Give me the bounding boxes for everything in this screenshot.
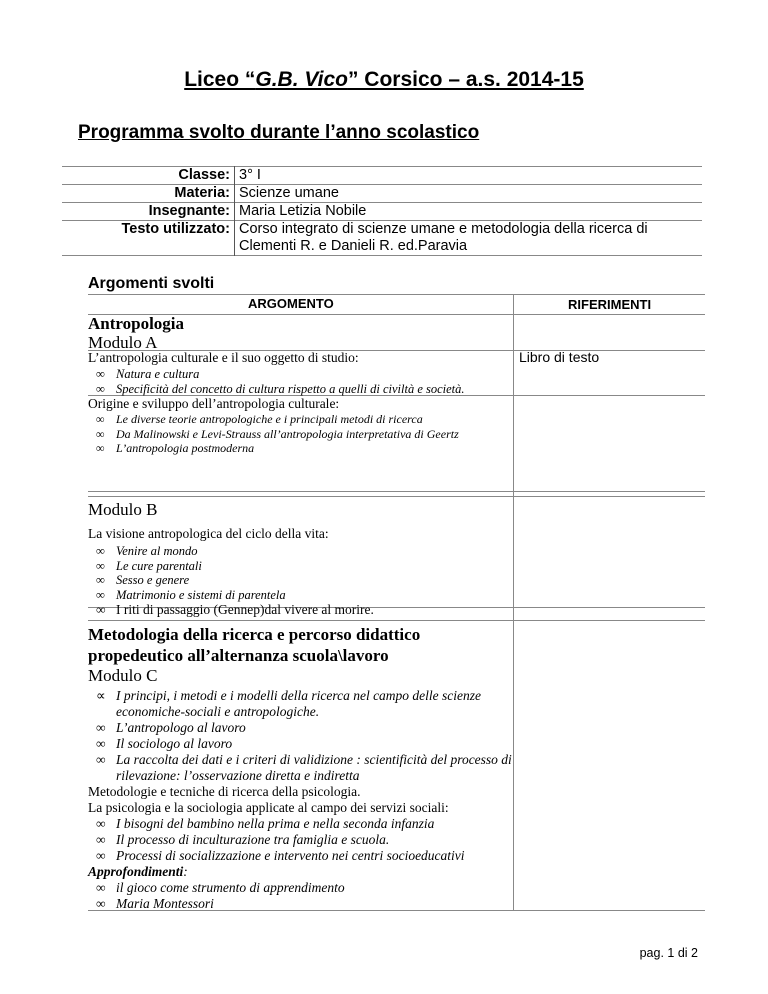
title-school-name: G.B. Vico — [255, 68, 348, 91]
reference-libro-di-testo: Libro di testo — [519, 349, 600, 365]
module-b-content — [88, 500, 508, 618]
list-item: ∞ La raccolta dei dati e i criteri di validizione : scientificità del processo di rilevazione: l’osservazione diretta e indiretta — [88, 752, 512, 784]
approfondimenti-label: Approfondimenti: — [88, 864, 188, 879]
list-item: ∞ Il processo di inculturazione tra famiglia e scuola. — [88, 832, 512, 848]
info-row-insegnante — [62, 203, 702, 221]
section-title: Antropologia — [88, 314, 185, 333]
module-c-list-2 — [88, 816, 512, 864]
info-row-classe — [62, 167, 702, 185]
list-item: ∝ I principi, i metodi e i modelli della ricerca nel campo delle scienze economiche-sociali e antropologiche. — [88, 688, 512, 720]
classe-value: 3° I — [239, 167, 261, 183]
classe-label: Classe: — [62, 167, 235, 185]
testo-value-line-2: Clementi R. e Danieli R. ed.Paravia — [239, 238, 468, 254]
module-c-list-3 — [88, 880, 512, 912]
info-row-testo — [62, 221, 702, 256]
module-b-list — [88, 544, 508, 618]
list-item: ∞ Maria Montessori — [88, 896, 512, 912]
document-subtitle: Programma svolto durante l’anno scolastico — [78, 122, 480, 143]
list-item: ∞ Le diverse teorie antropologiche e i principali metodi di ricerca — [88, 412, 508, 427]
list-item: ∞ L’antropologia postmoderna — [88, 441, 508, 456]
materia-value: Scienze umane — [239, 185, 339, 201]
list-item: ∞ Natura e cultura — [88, 367, 508, 382]
module-title: Modulo B — [88, 500, 158, 519]
list-item: ∞ Venire al mondo — [88, 544, 508, 559]
materia-label: Materia: — [62, 185, 235, 203]
module-c-line-2: La psicologia e la sociologia applicate al campo dei servizi sociali: — [88, 800, 449, 815]
title-suffix: ” Corsico – a.s. 2014-15 — [347, 68, 584, 91]
module-c-list-1 — [88, 688, 512, 784]
section-title-line-1: Metodologia della ricerca e percorso didattico — [88, 625, 421, 644]
column-divider — [513, 294, 514, 910]
row-line-3 — [88, 491, 705, 492]
section-metodologia — [88, 624, 512, 912]
insegnante-value: Maria Letizia Nobile — [239, 203, 367, 219]
section-title-line-2: propedeutico all’alternanza scuola\lavoro — [88, 646, 389, 665]
module-c-line-1: Metodologie e tecniche di ricerca della psicologia. — [88, 784, 361, 799]
module-a-intro: L’antropologia culturale e il suo oggetto di studio: — [88, 350, 359, 365]
module-title: Modulo C — [88, 666, 158, 685]
page-number: pag. 1 di 2 — [639, 946, 698, 960]
list-item: ∞ Specificità del concetto di cultura rispetto a quelli di civiltà e società. — [88, 382, 508, 397]
module-b-intro: La visione antropologica del ciclo della vita: — [88, 526, 329, 541]
document-title — [0, 68, 768, 92]
info-table — [62, 166, 702, 256]
args-heading: Argomenti svolti — [88, 275, 215, 292]
module-a-list-2 — [88, 412, 508, 456]
list-item: ∞ I riti di passaggio (Gennep)dal vivere al morire. — [88, 602, 508, 618]
module-a-list-1 — [88, 367, 508, 396]
list-item: ∞ Processi di socializzazione e intervento nei centri socioeducativi — [88, 848, 512, 864]
row-line-5 — [88, 620, 705, 621]
testo-label: Testo utilizzato: — [62, 221, 235, 256]
row-line-3b — [88, 496, 705, 497]
list-item: ∞ il gioco come strumento di apprendimento — [88, 880, 512, 896]
list-item: ∞ I bisogni del bambino nella prima e nella seconda infanzia — [88, 816, 512, 832]
table-top-line — [88, 294, 705, 295]
testo-value-line-1: Corso integrato di scienze umane e metodologia della ricerca di — [239, 221, 648, 237]
testo-value — [235, 221, 703, 256]
module-title: Modulo A — [88, 333, 158, 352]
list-item: ∞ Il sociologo al lavoro — [88, 736, 512, 752]
list-item: ∞ Sesso e genere — [88, 573, 508, 588]
module-a-intro-2: Origine e sviluppo dell’antropologia culturale: — [88, 396, 340, 411]
info-row-materia — [62, 185, 702, 203]
column-header-argomento: ARGOMENTO — [248, 296, 334, 311]
list-item: ∞ Da Malinowski e Levi-Strauss all’antropologia interpretativa di Geertz — [88, 427, 508, 442]
module-a-content — [88, 350, 508, 456]
insegnante-label: Insegnante: — [62, 203, 235, 221]
list-item: ∞ L’antropologo al lavoro — [88, 720, 512, 736]
section-antropologia — [88, 314, 184, 352]
column-header-riferimenti: RIFERIMENTI — [568, 297, 652, 312]
list-item: ∞ Matrimonio e sistemi di parentela — [88, 588, 508, 603]
title-prefix: Liceo “ — [184, 68, 256, 91]
list-item: ∞ Le cure parentali — [88, 559, 508, 574]
